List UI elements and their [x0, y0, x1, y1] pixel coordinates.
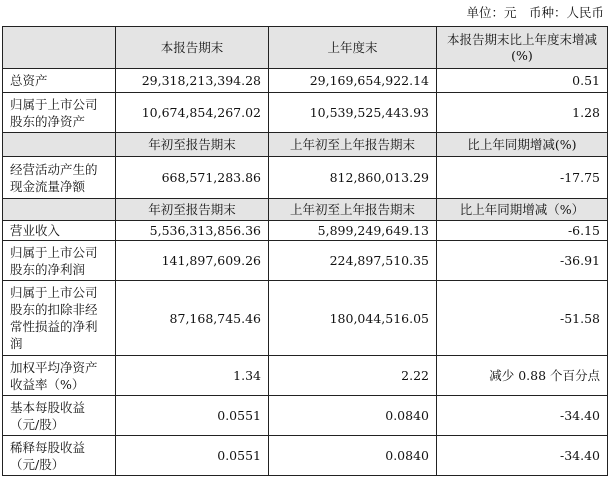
cell-current: 29,318,213,394.28 — [116, 69, 269, 93]
header-yoy-change: 比上年同期增减(%) — [437, 133, 608, 157]
cell-prior: 0.0840 — [269, 436, 437, 476]
header-prior-ytd: 上年初至上年报告期末 — [269, 133, 437, 157]
cell-change: -36.91 — [437, 241, 608, 281]
income-header-row — [3, 199, 608, 221]
cell-change: -6.15 — [437, 221, 608, 241]
header-ytd: 年初至报告期末 — [116, 133, 269, 157]
cell-prior: 2.22 — [269, 356, 437, 396]
cell-ytd: 0.0551 — [116, 436, 269, 476]
cell-change: -34.40 — [437, 396, 608, 436]
cell-prior: 812,860,013.29 — [269, 157, 437, 199]
financial-summary-table — [2, 26, 608, 476]
cell-ytd: 141,897,609.26 — [116, 241, 269, 281]
cell-change: 减少 0.88 个百分点 — [437, 356, 608, 396]
header-yoy-change: 比上年同期增减（%） — [437, 199, 608, 221]
row-label-total-assets: 总资产 — [3, 69, 116, 93]
table-row — [3, 221, 608, 241]
table-row — [3, 93, 608, 133]
cell-prior: 29,169,654,922.14 — [269, 69, 437, 93]
cell-prior: 224,897,510.35 — [269, 241, 437, 281]
table-row — [3, 281, 608, 356]
cell-change: -17.75 — [437, 157, 608, 199]
header-prior-year-end: 上年度末 — [269, 27, 437, 69]
row-label-revenue: 营业收入 — [3, 221, 116, 241]
cell-current: 10,674,854,267.02 — [116, 93, 269, 133]
cell-change: -34.40 — [437, 436, 608, 476]
table-row — [3, 356, 608, 396]
header-ytd: 年初至报告期末 — [116, 199, 269, 221]
header-blank-cell — [3, 133, 116, 157]
row-label-diluted-eps: 稀释每股收益（元/股） — [3, 436, 116, 476]
cell-ytd: 87,168,745.46 — [116, 281, 269, 356]
cell-prior: 180,044,516.05 — [269, 281, 437, 356]
cell-change: -51.58 — [437, 281, 608, 356]
row-label-operating-cashflow: 经营活动产生的现金流量净额 — [3, 157, 116, 199]
cashflow-header-row — [3, 133, 608, 157]
header-current-period-end: 本报告期末 — [116, 27, 269, 69]
table-header-row — [3, 27, 608, 69]
row-label-weighted-roe: 加权平均净资产收益率（%） — [3, 356, 116, 396]
table-row — [3, 69, 608, 93]
row-label-net-profit-excl-nonrecurring: 归属于上市公司股东的扣除非经常性损益的净利润 — [3, 281, 116, 356]
table-row — [3, 436, 608, 476]
header-blank-cell — [3, 199, 116, 221]
header-prior-ytd: 上年初至上年报告期末 — [269, 199, 437, 221]
table-row — [3, 396, 608, 436]
cell-prior: 0.0840 — [269, 396, 437, 436]
cell-change: 1.28 — [437, 93, 608, 133]
row-label-net-profit: 归属于上市公司股东的净利润 — [3, 241, 116, 281]
header-blank-cell — [3, 27, 116, 69]
cell-change: 0.51 — [437, 69, 608, 93]
cell-prior: 5,899,249,649.13 — [269, 221, 437, 241]
cell-ytd: 0.0551 — [116, 396, 269, 436]
header-change-vs-prior-year-end: 本报告期末比上年度末增减(%) — [437, 27, 608, 69]
cell-ytd: 1.34 — [116, 356, 269, 396]
cell-prior: 10,539,525,443.93 — [269, 93, 437, 133]
cell-ytd: 5,536,313,856.36 — [116, 221, 269, 241]
cell-ytd: 668,571,283.86 — [116, 157, 269, 199]
table-row — [3, 157, 608, 199]
table-row — [3, 241, 608, 281]
row-label-net-assets: 归属于上市公司股东的净资产 — [3, 93, 116, 133]
currency-unit-note: 单位：元 币种：人民币 — [466, 5, 604, 20]
row-label-basic-eps: 基本每股收益（元/股） — [3, 396, 116, 436]
